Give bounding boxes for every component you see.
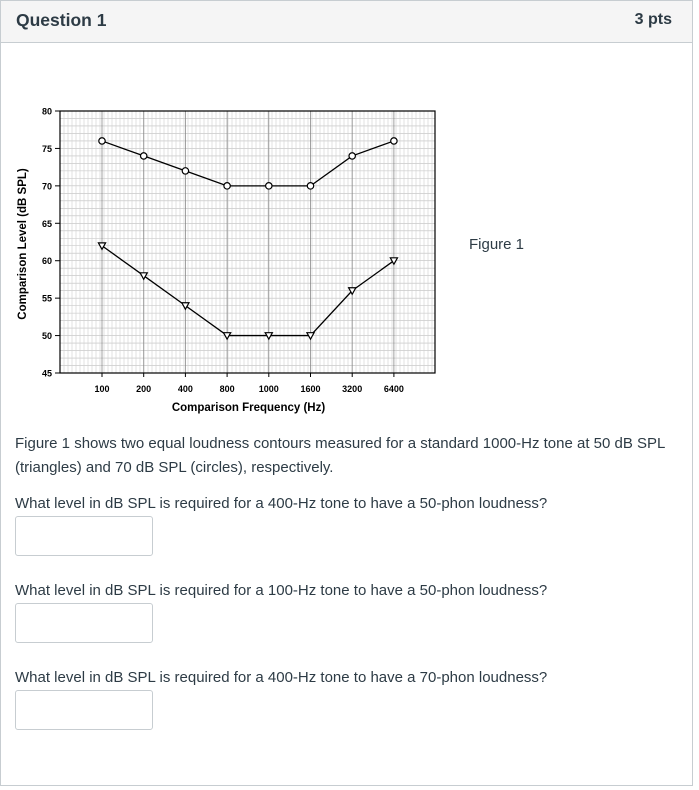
loudness-chart-svg — [0, 95, 450, 430]
question-header — [1, 1, 692, 43]
y-tick-label: 70 — [41, 181, 52, 192]
x-tick-label: 800 — [219, 384, 235, 394]
x-tick-label: 1600 — [300, 384, 321, 394]
y-tick-label: 55 — [41, 293, 52, 304]
data-point-circle — [99, 138, 105, 144]
question-title: Question 1 — [16, 10, 107, 30]
y-tick-label: 45 — [41, 368, 52, 379]
answer-input-2[interactable] — [15, 603, 153, 643]
loudness-chart — [0, 95, 450, 430]
data-point-circle — [266, 183, 272, 189]
prompt-3: What level in dB SPL is required for a 400-Hz tone to have a 70-phon loudness? — [15, 669, 548, 686]
x-tick-label: 100 — [94, 384, 110, 394]
y-axis-label: Comparison Level (dB SPL) — [17, 168, 29, 320]
x-axis-label: Comparison Frequency (Hz) — [171, 402, 326, 414]
y-tick-label: 60 — [41, 256, 52, 267]
figure-label: Figure 1 — [469, 236, 525, 253]
question-description: Figure 1 shows two equal loudness contours measured for a standard 1000-Hz tone at 50 dB SPL (triangles) and 70 dB SPL (circles), respectively. — [15, 435, 665, 476]
data-point-circle — [224, 183, 230, 189]
prompt-2: What level in dB SPL is required for a 100-Hz tone to have a 50-phon loudness? — [15, 582, 548, 599]
y-tick-label: 65 — [41, 218, 52, 229]
data-point-circle — [141, 153, 147, 159]
x-tick-label: 6400 — [383, 384, 404, 394]
data-point-circle — [349, 153, 355, 159]
y-tick-label: 75 — [41, 143, 52, 154]
data-point-circle — [182, 168, 188, 174]
prompt-1: What level in dB SPL is required for a 400-Hz tone to have a 50-phon loudness? — [15, 495, 548, 512]
data-point-circle — [391, 138, 397, 144]
x-tick-label: 400 — [177, 384, 193, 394]
x-tick-label: 1000 — [258, 384, 279, 394]
x-tick-label: 3200 — [342, 384, 363, 394]
data-point-circle — [307, 183, 313, 189]
y-tick-label: 50 — [41, 331, 52, 342]
question-points: 3 pts — [634, 11, 672, 28]
answer-input-1[interactable] — [15, 516, 153, 556]
x-tick-label: 200 — [136, 384, 152, 394]
y-tick-label: 80 — [41, 106, 52, 117]
answer-input-3[interactable] — [15, 690, 153, 730]
